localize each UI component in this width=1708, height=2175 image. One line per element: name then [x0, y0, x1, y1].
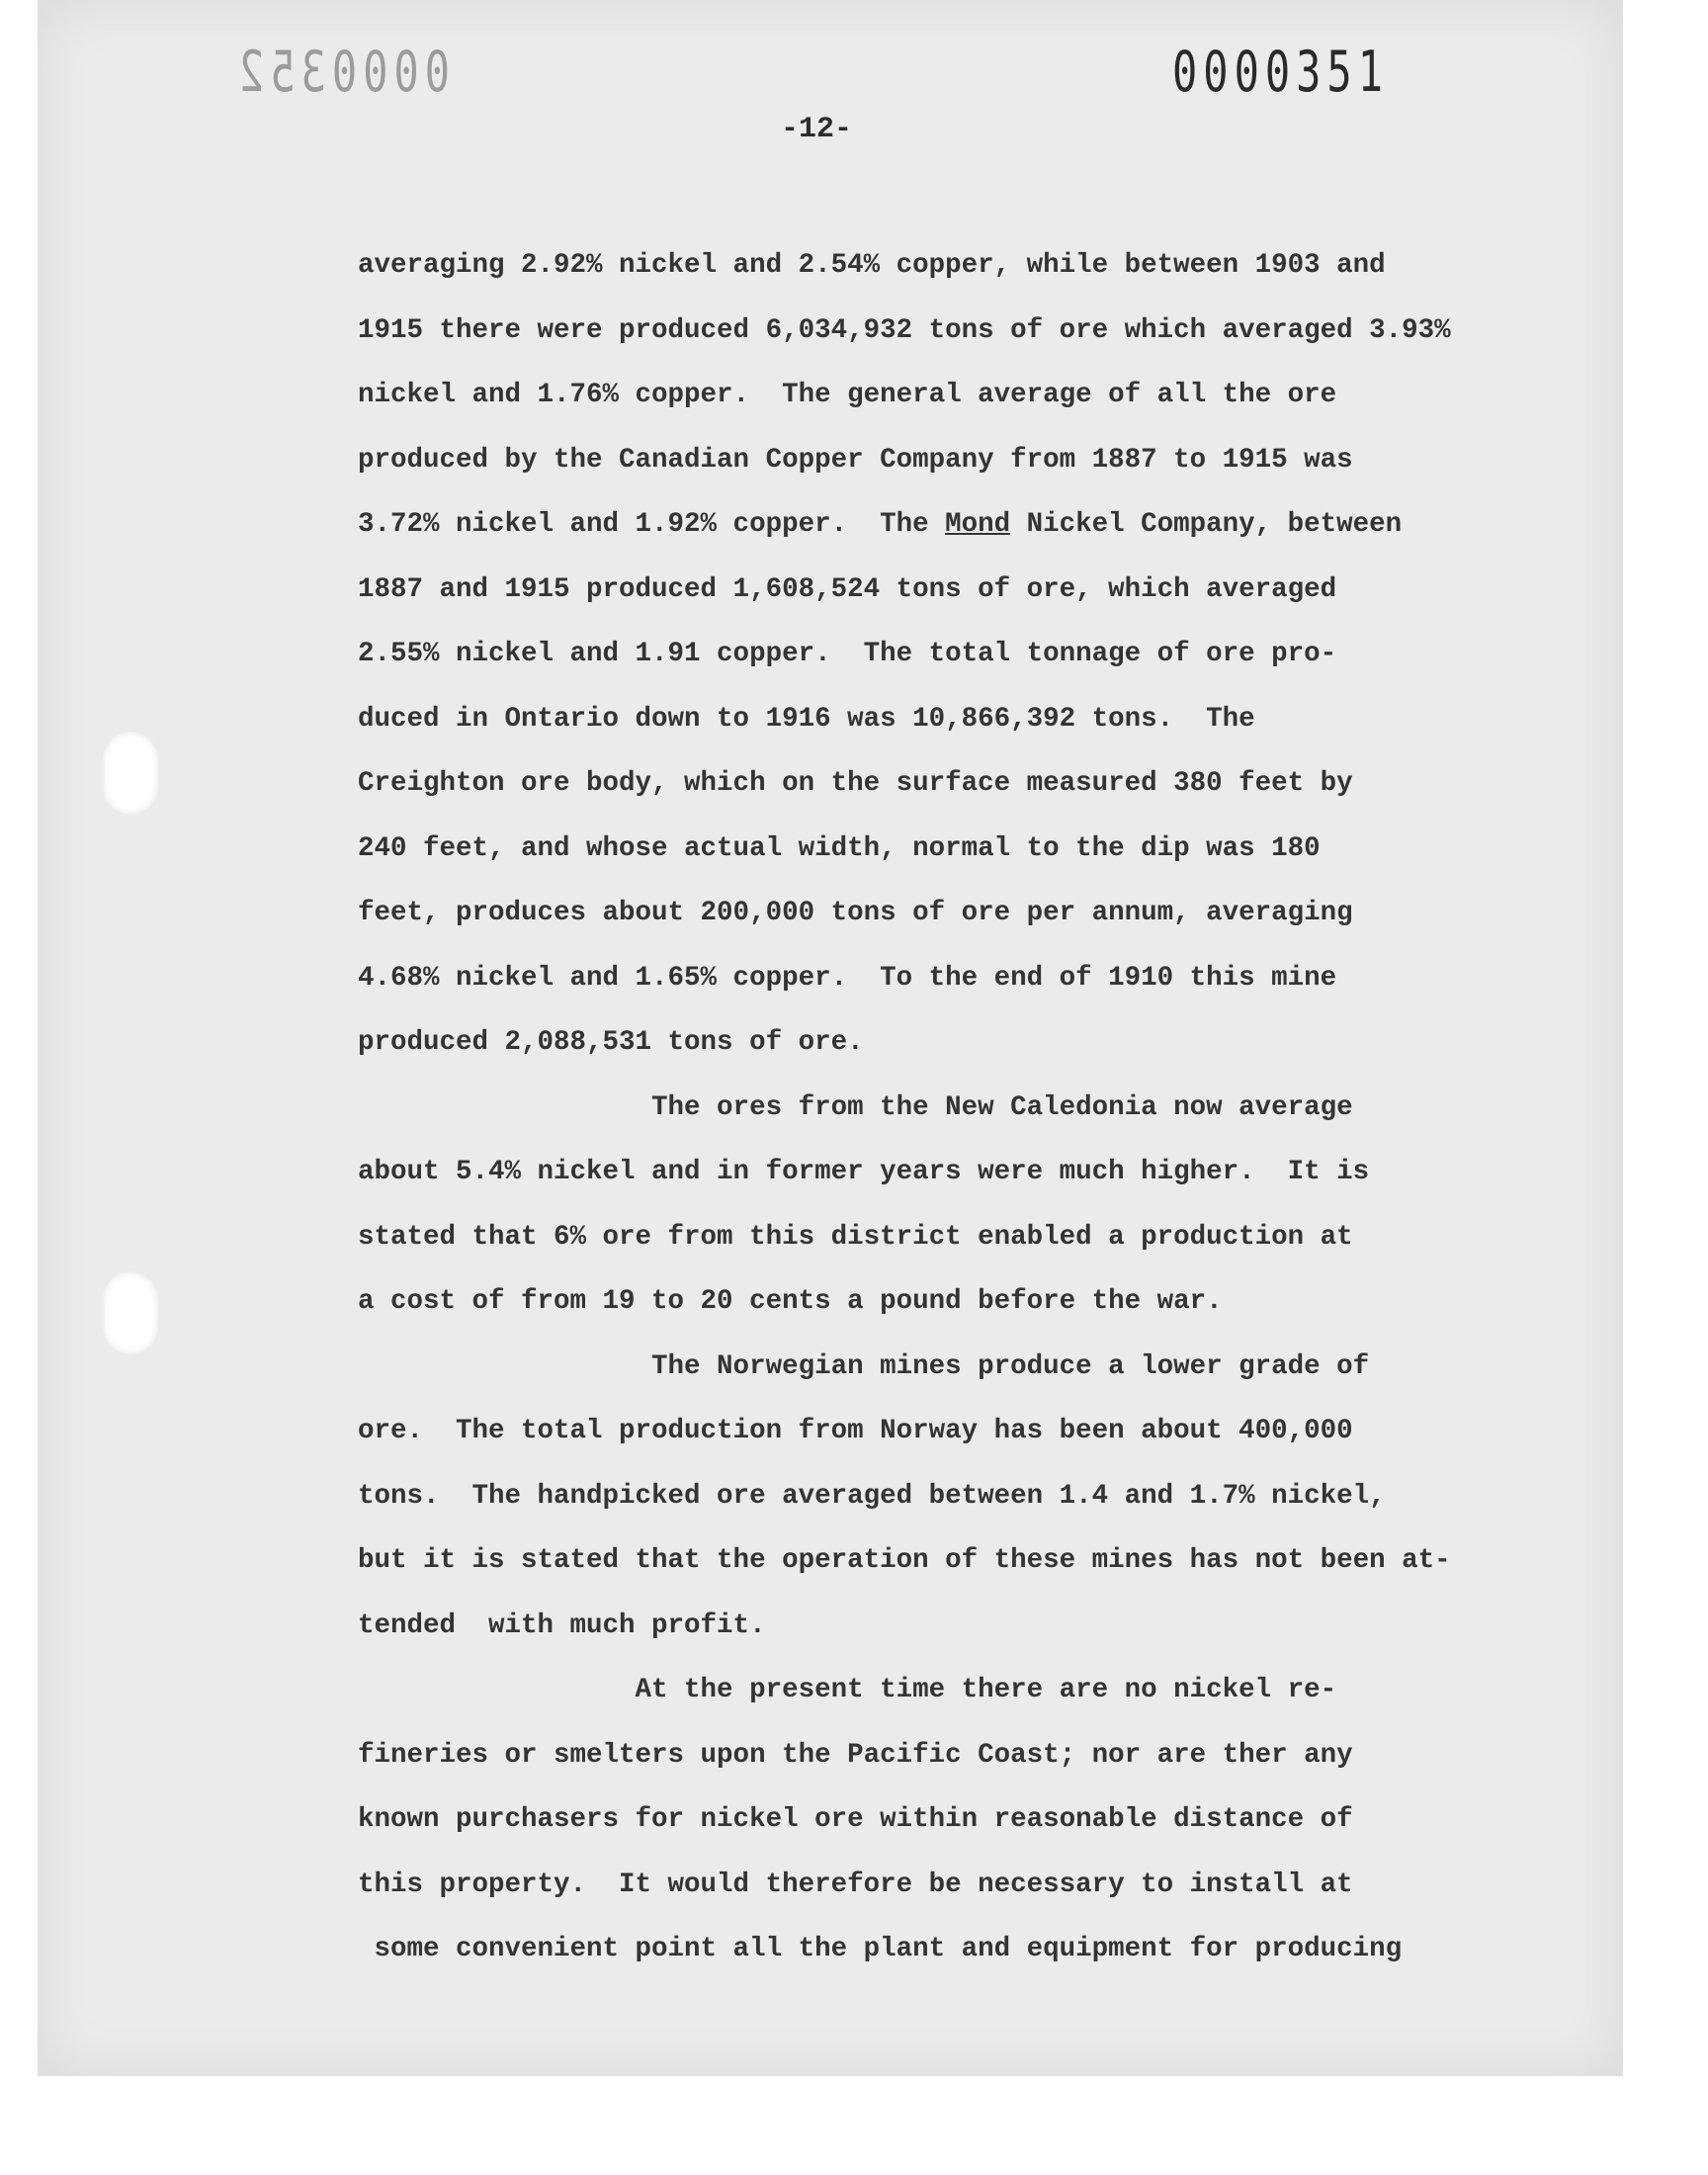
- text-line: 240 feet, and whose actual width, normal to the dip was 180: [358, 832, 1321, 864]
- punch-hole-bottom: [103, 1271, 158, 1354]
- text-line: 4.68% nickel and 1.65% copper. To the end of 1910 this mine: [358, 962, 1337, 994]
- bleed-through-stamp: 0000352: [233, 39, 451, 105]
- text-line: duced in Ontario down to 1916 was 10,866,392 tons. The: [358, 703, 1255, 735]
- text-line: The ores from the New Caledonia now average: [358, 1091, 1353, 1123]
- text-line: At the present time there are no nickel re-: [358, 1675, 1337, 1705]
- text-segment: 3.72% nickel and 1.92% copper. The: [358, 509, 946, 540]
- text-line: 1915 there were produced 6,034,932 tons of ore which averaged 3.93%: [358, 314, 1451, 346]
- text-line: fineries or smelters upon the Pacific Coast; nor are ther any: [358, 1739, 1353, 1771]
- text-line: [358, 492, 1485, 558]
- body-text: [358, 233, 1485, 1982]
- text-line: tended with much profit.: [358, 1610, 766, 1641]
- text-line: feet, produces about 200,000 tons of ore per annum, averaging: [358, 898, 1353, 928]
- text-line: but it is stated that the operation of these mines has not been at-: [358, 1545, 1451, 1576]
- text-line: 2.55% nickel and 1.91 copper. The total tonnage of ore pro-: [358, 639, 1337, 669]
- page-number: -12-: [781, 113, 853, 146]
- text-line: averaging 2.92% nickel and 2.54% copper, while between 1903 and: [358, 250, 1386, 281]
- document-number-stamp: 0000351: [1172, 39, 1390, 105]
- text-line: produced by the Canadian Copper Company from 1887 to 1915 was: [358, 444, 1353, 476]
- text-segment: Nickel Company, between: [1010, 509, 1403, 540]
- text-line: tons. The handpicked ore averaged between 1.4 and 1.7% nickel,: [358, 1480, 1386, 1512]
- text-line: a cost of from 19 to 20 cents a pound before the war.: [358, 1286, 1223, 1317]
- text-line: 1887 and 1915 produced 1,608,524 tons of ore, which averaged: [358, 573, 1337, 605]
- text-line: ore. The total production from Norway has been about 400,000: [358, 1416, 1353, 1446]
- text-line: some convenient point all the plant and equipment for producing: [358, 1934, 1403, 1964]
- text-line: nickel and 1.76% copper. The general average of all the ore: [358, 380, 1337, 410]
- text-line: about 5.4% nickel and in former years were much higher. It is: [358, 1157, 1370, 1187]
- text-line: stated that 6% ore from this district enabled a production at: [358, 1221, 1353, 1253]
- text-line: Creighton ore body, which on the surface measured 380 feet by: [358, 768, 1353, 799]
- text-line: known purchasers for nickel ore within reasonable distance of: [358, 1804, 1353, 1835]
- punch-hole-top: [103, 732, 158, 815]
- text-line: The Norwegian mines produce a lower grade of: [358, 1350, 1370, 1382]
- underlined-word: Mond: [945, 509, 1011, 540]
- text-line: produced 2,088,531 tons of ore.: [358, 1027, 864, 1058]
- text-line: this property. It would therefore be necessary to install at: [358, 1869, 1353, 1900]
